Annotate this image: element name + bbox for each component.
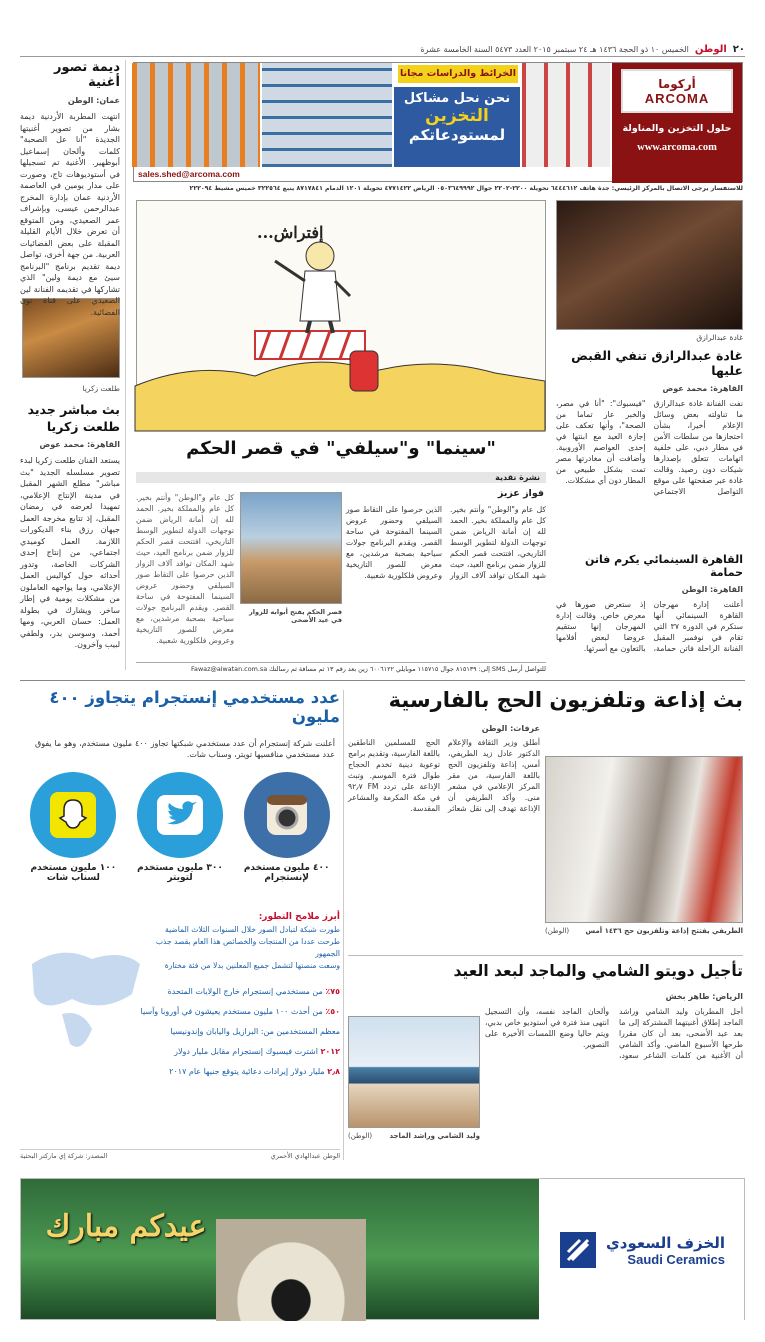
ghada-caption: غادة عبدالرازق bbox=[696, 333, 743, 342]
stat-snapchat-label: لسناب شات bbox=[46, 873, 100, 883]
arcoma-ad[interactable] bbox=[133, 62, 743, 182]
duo-photo-credit: (الوطن) bbox=[348, 1132, 373, 1140]
instagram-divider bbox=[343, 690, 344, 1160]
infographic-source: المصدر: شركة إي ماركتر البحثية bbox=[20, 1152, 108, 1160]
infographic-footer bbox=[20, 1149, 340, 1160]
ghada-source: القاهرة: محمد عوض bbox=[662, 384, 743, 393]
hajj-body: أطلق وزير الثقافة والإعلام الدكتور عادل زيد الطريفي، أمس، إذاعة وتلفزيون الحج باللغة الفارسية، من مقر المركز الإعلامي في مشعر منى. وأكد الطريفي أن الإذاعة تهدف إلى نقل شعائر الحج للمسلمين الناطقين باللغة الفارسية، وتقديم برامج توعوية دينية تخدم الحجاج طوال فترة الموسم. وتبث الإذاعة على تردد FM ٩٢٫٧ في مكة المكرمة والمشاعر المقدسة. bbox=[348, 738, 540, 813]
fact-text: معظم المستخدمين من: البرازيل واليابان وإندونيسيا bbox=[170, 1027, 340, 1036]
arcoma-email[interactable]: sales.shed@arcoma.com bbox=[138, 169, 240, 179]
stat-instagram bbox=[237, 772, 337, 892]
feature-item: طرحت عددا من المنتجات والخصائص هذا العام بقصد جذب الجمهور bbox=[155, 937, 340, 958]
talaat-title: بث مباشر جديد طلعت زكريا bbox=[27, 402, 120, 434]
duo-body: أجل المطربان وليد الشامي وراشد الماجد إطلاق أغنيتهما المشتركة إلى ما بعد عيد الأضحى، بعد أن كان مقررا طرحها الأسبوع الماضي. وأكد الشامي أن الأغنية من كلمات الشاعر سعود، وألحان الماجد نفسه، وأن التسجيل انتهى منذ فترة في أستوديو خاص بدبي، ويتم حاليا وضع اللمسات الأخيرة على التصوير. bbox=[485, 1007, 743, 1060]
section-divider-2 bbox=[348, 955, 743, 956]
arcoma-headline-1: نحن نحل مشاكل bbox=[403, 91, 511, 106]
right-article-2 bbox=[556, 553, 743, 689]
qasr-photo-caption: قصر الحكم يفتح أبوابه للزوار في عيد الأضحى bbox=[249, 608, 342, 624]
arcoma-tagline: حلول التخزين والمناولة bbox=[622, 123, 732, 134]
storage-photo-1 bbox=[522, 63, 610, 167]
dima-source: عمان: الوطن bbox=[67, 96, 120, 105]
instagram-icon bbox=[244, 772, 330, 858]
duo-title: تأجيل دويتو الشامي والماجد لبعد العيد bbox=[453, 962, 743, 980]
section-divider-1 bbox=[20, 680, 745, 681]
stat-twitter-num: ٣٠٠ مليون مستخدم bbox=[137, 863, 223, 873]
ghada-title: غادة عبدالرازق تنفي القبض عليها bbox=[571, 348, 743, 378]
dima-title: ديمة تصور أغنية bbox=[53, 60, 120, 90]
saudi-ceramics-ad[interactable] bbox=[20, 1178, 745, 1320]
cartoon-hydrant bbox=[350, 351, 378, 391]
qasr-photo bbox=[240, 492, 342, 604]
feature-item: وسعت منصتها لتشمل جميع المعلنين بدلا من فئة مختارة bbox=[164, 961, 340, 970]
ghada-photo bbox=[556, 200, 743, 330]
instagram-intro: أعلنت شركة إنستجرام أن عدد مستخدمي شبكتها تجاوز ٤٠٠ مليون مستخدم، وهو ما يفوق عدد مستخدمي منافسيها تويتر، وسناب شات. bbox=[35, 739, 335, 759]
faten-source: القاهرة: الوطن bbox=[681, 585, 743, 594]
arcoma-banner: الخرائط والدراسات مجانا bbox=[398, 65, 518, 83]
ghada-body: نفت الفنانة غادة عبدالرازق ما تناولته بعض وسائل الإعلام أخيرا، بشأن احتجازها من سلطات الأمن في مطار دبي، على خلفية اتهامات تتعلق بإصدارها شيكات دون رصيد. وقالت غادة عبر صفحتها على موقع التواصل الاجتماعي "فيسبوك": "أنا في مصر، والخبر عار تماما من الصحة"، وأنها تعكف على إجازة العيد مع ابنتها في إحدى العواصم الأوروبية. وأضافت أن مغادرتها مصر تمت بشكل طبيعي من المطار دون أي مشكلات. bbox=[556, 399, 743, 496]
arcoma-contact-line: للاستفسار يرجى الاتصال بالمركز الرئيسي: جدة هاتف ٦٤٤٤٦١٢ تحويلة ٢٢٠٠-٢٢٠٢ جوال ٠٥٠٣٦٤٩٩٩٢ الرياض ٤٧٧١٤٢٢ تحويلة ١٢٠١ الدمام ٨٧١٧٨٤١ ينبع ٣٢٢٥٦٤ خميس مشيط ٢٢٢٠٩٤ bbox=[189, 185, 743, 192]
saudi-ceramics-logo bbox=[558, 1230, 725, 1270]
tour-label: نشرة نقدية bbox=[136, 472, 546, 483]
fact-pct: ٧٥٪ bbox=[325, 987, 340, 996]
stat-instagram-label: لإنستجرام bbox=[264, 873, 310, 883]
hajj-article bbox=[348, 724, 540, 954]
fact-text: من مستخدمي إنستجرام خارج الولايات المتحدة bbox=[167, 987, 323, 996]
faten-title: القاهرة السينمائي يكرم فاتن حمامة bbox=[584, 553, 743, 579]
fact-pct: ٢٠١٢ bbox=[320, 1047, 340, 1056]
twitter-icon bbox=[137, 772, 223, 858]
brand-logo: الوطن bbox=[694, 44, 727, 55]
stat-twitter bbox=[130, 772, 230, 892]
duo-caption-text: وليد الشامي وراشد الماجد bbox=[389, 1132, 480, 1140]
stats-row bbox=[20, 772, 340, 892]
hajj-photo bbox=[545, 756, 743, 923]
fact-text: مليار دولار إيرادات دعائية يتوقع جنيها عام ٢٠١٧ bbox=[169, 1067, 325, 1076]
cartoon-figure-body bbox=[300, 271, 340, 321]
talaat-source: القاهرة: محمد عوض bbox=[39, 440, 120, 449]
tour-body: كل عام و"الوطن" وأنتم بخير. كل عام والمملكة بخير. الحمد لله إن أمانة الرياض ضمن توجهات الدولة لتطوير الوسط التاريخي، افتتحت قصر الحكم للزوار ضمن برنامج العيد، حيث شهد المكان توافد آلاف الزوار الذين حرصوا على التقاط صور السيلفي وحضور عروض السينما المفتوحة في ساحة القصر. ويقدم البرنامج جولات سياحية بصحبة مرشدين، مع معرض للصور التاريخية وعروض فلكلورية شعبية. bbox=[346, 505, 546, 580]
talaat-caption: طلعت زكريا bbox=[82, 384, 120, 393]
cartoon-drawing bbox=[135, 201, 545, 431]
stat-snapchat-num: ١٠٠ مليون مستخدم bbox=[30, 863, 117, 873]
storage-photo-3 bbox=[132, 63, 260, 167]
fact-item bbox=[130, 1006, 340, 1018]
hajj-source: عرفات: الوطن bbox=[481, 724, 540, 733]
sc-brand-ar: الخزف السعودي bbox=[606, 1233, 725, 1252]
hajj-photo-credit: (الوطن) bbox=[545, 927, 570, 935]
ad-right-panel bbox=[539, 1179, 744, 1321]
stat-snapchat bbox=[23, 772, 123, 892]
storage-photo-2 bbox=[262, 63, 392, 167]
eid-greeting: عيدكم مبارك bbox=[45, 1209, 207, 1244]
tour-body-2: كل عام و"الوطن" وأنتم بخير. كل عام والمملكة بخير. الحمد لله إن أمانة الرياض ضمن توجهات الدولة لتطوير الوسط التاريخي، افتتحت قصر الحكم للزوار ضمن برنامج العيد، حيث شهد المكان توافد آلاف الزوار الذين حرصوا على التقاط صور السيلفي وحضور عروض السينما المفتوحة في ساحة القصر. ويقدم البرنامج جولات سياحية بصحبة مرشدين، مع معرض للصور التاريخية وعروض فلكلورية شعبية. bbox=[136, 493, 234, 645]
fact-item bbox=[130, 1066, 340, 1078]
fact-pct: ٥٠٪ bbox=[325, 1007, 340, 1016]
hajj-caption-text: الطريفي يفتتح إذاعة وتلفزيون حج ١٤٣٦ أمس bbox=[585, 927, 743, 935]
fact-item bbox=[130, 986, 340, 998]
cartoon-panel bbox=[136, 200, 546, 430]
fact-text: اشترت فيسبوك إنستجرام مقابل مليار دولار bbox=[174, 1047, 318, 1056]
kaaba-image bbox=[216, 1219, 366, 1321]
left-column-divider bbox=[125, 60, 126, 670]
fact-item bbox=[130, 1026, 340, 1038]
arcoma-headline-2: التخزين bbox=[425, 106, 489, 126]
cartoon-figure-head bbox=[306, 242, 334, 270]
arcoma-logo-ar: أركوما bbox=[658, 76, 696, 91]
page-header bbox=[20, 43, 745, 57]
arcoma-logo-en: ARCOMA bbox=[644, 90, 710, 106]
hajj-title: بث إذاعة وتلفزيون الحج بالفارسية bbox=[388, 688, 743, 712]
page-number: ٢٠ bbox=[732, 44, 745, 55]
hajj-photo-caption bbox=[545, 927, 743, 935]
infographic-credit: الوطن عبدالهادي الأحمري bbox=[270, 1152, 340, 1160]
arcoma-headline-3: لمستودعاتكم bbox=[408, 126, 506, 144]
instagram-infographic bbox=[20, 688, 340, 1160]
tour-section bbox=[136, 472, 546, 670]
arcoma-website[interactable]: www.arcoma.com bbox=[637, 142, 717, 153]
fact-item bbox=[130, 1046, 340, 1058]
sc-logo-icon bbox=[558, 1230, 598, 1270]
duo-source: الرياض: طاهر بخش bbox=[665, 992, 743, 1001]
faten-body: أعلنت إدارة مهرجان القاهرة السينمائي أنها ستكرم في الدورة ٣٧ التي تقام في نوفمبر المقبل الفنانة الراحلة فاتن حمامة، إذ ستعرض صورها في معرض خاص. وقالت إدارة المهرجان إنها ستقيم عروضا لبعض أفلامها بالتعاون مع أسرتها. bbox=[556, 600, 743, 653]
main-headline: "سينما" و"سيلفي" في قصر الحكم bbox=[186, 438, 496, 459]
duo-photo bbox=[348, 1016, 480, 1128]
stat-instagram-num: ٤٠٠ مليون مستخدم bbox=[243, 863, 330, 873]
feature-item: طورت شبكة لتبادل الصور خلال السنوات الثلاث الماضية bbox=[164, 925, 340, 934]
snapchat-icon bbox=[30, 772, 116, 858]
cartoon-caption: إفتراش... bbox=[257, 223, 324, 242]
stat-twitter-label: لتويتر bbox=[167, 873, 193, 883]
sc-brand-en: Saudi Ceramics bbox=[627, 1251, 725, 1267]
sc-brand-text bbox=[606, 1234, 725, 1267]
duo-photo-caption bbox=[348, 1132, 480, 1140]
facts-block bbox=[130, 986, 340, 1078]
arcoma-headline bbox=[394, 87, 520, 167]
features-block bbox=[140, 912, 340, 972]
features-title: أبرز ملامح التطور: bbox=[258, 912, 340, 922]
left-column bbox=[20, 60, 120, 665]
arcoma-brand-block bbox=[612, 63, 742, 183]
right-article-1 bbox=[556, 348, 743, 554]
arcoma-logo-box bbox=[621, 69, 733, 113]
date-line: الخميس ١٠ ذو الحجة ١٤٣٦ هـ ٢٤ سبتمبر ٢٠١٥ العدد ٥٤٧٣ السنة الخامسة عشرة bbox=[420, 45, 689, 54]
instagram-title: عدد مستخدمي إنستجرام يتجاوز ٤٠٠ مليون bbox=[49, 688, 340, 726]
fact-pct: ٢٫٨ bbox=[327, 1067, 340, 1076]
cartoon-crowd bbox=[135, 362, 545, 431]
fact-text: من أحدث ١٠٠ مليون مستخدم يعيشون في أوروبا وآسيا bbox=[140, 1007, 323, 1016]
tour-author: فواز عزيز bbox=[497, 488, 544, 499]
tour-contact-footer: للتواصل أرسل SMS إلى: ٨١٥١٣٩ جوال ١١٥٧١٥ موبايلي ٦٠٠٦١٢٢ زين بعد رقم ١٣ ثم مسافة ثم رسالتك Fawaz@alwatan.com.sa bbox=[136, 662, 546, 673]
world-map bbox=[22, 904, 142, 1064]
talaat-body: يستعد الفنان طلعت زكريا لبدء تصوير مسلسله الجديد "بث مباشر" مطلع الشهر المقبل في مدينة الإنتاج الإعلامي، تمهيدا لعرضه في رمضان المقبل، إذ تتابع مخرجة العمل جيهان رزق بناء الديكورات اللازمة. العمل كوميدي اجتماعي، من إنتاج إحدى الشركات الخاصة، وتدور أحداثه حول كواليس العمل الإعلامي، وما يواجهه العاملون من مشكلات يومية في إطار ساخر. ويشارك في بطولة العمل: حسان العربي، ومها أحمد، وسوسن بدر، ولطفي لبيب وآخرون. bbox=[20, 456, 120, 649]
dima-body: انتهت المطربة الأردنية ديمة بشار من تصوير أغنيتها الجديدة "أنا عل الصحبة" كلمات وألحان إسماعيل أبوظهير. الأغنية تم تسجيلها في أستوديوهات تاج، وصورت على مدار يومين في العاصمة الأردنية عمان بإدارة المخرج عبدالرحمن عيسى، وبإشراف عمر الصعيدي، ومن المتوقع أن تعرض خلال الأيام القليلة المقبلة على بعض الفضائيات العربية. من جهة أخرى، تواصل ديمة تقديم برنامج "البرنامج سيئ مع ديمة ولين" الذي تشاركها في تقديمه الفنانة لين الصعيدي على قناة نون الفضائية. bbox=[20, 112, 120, 317]
